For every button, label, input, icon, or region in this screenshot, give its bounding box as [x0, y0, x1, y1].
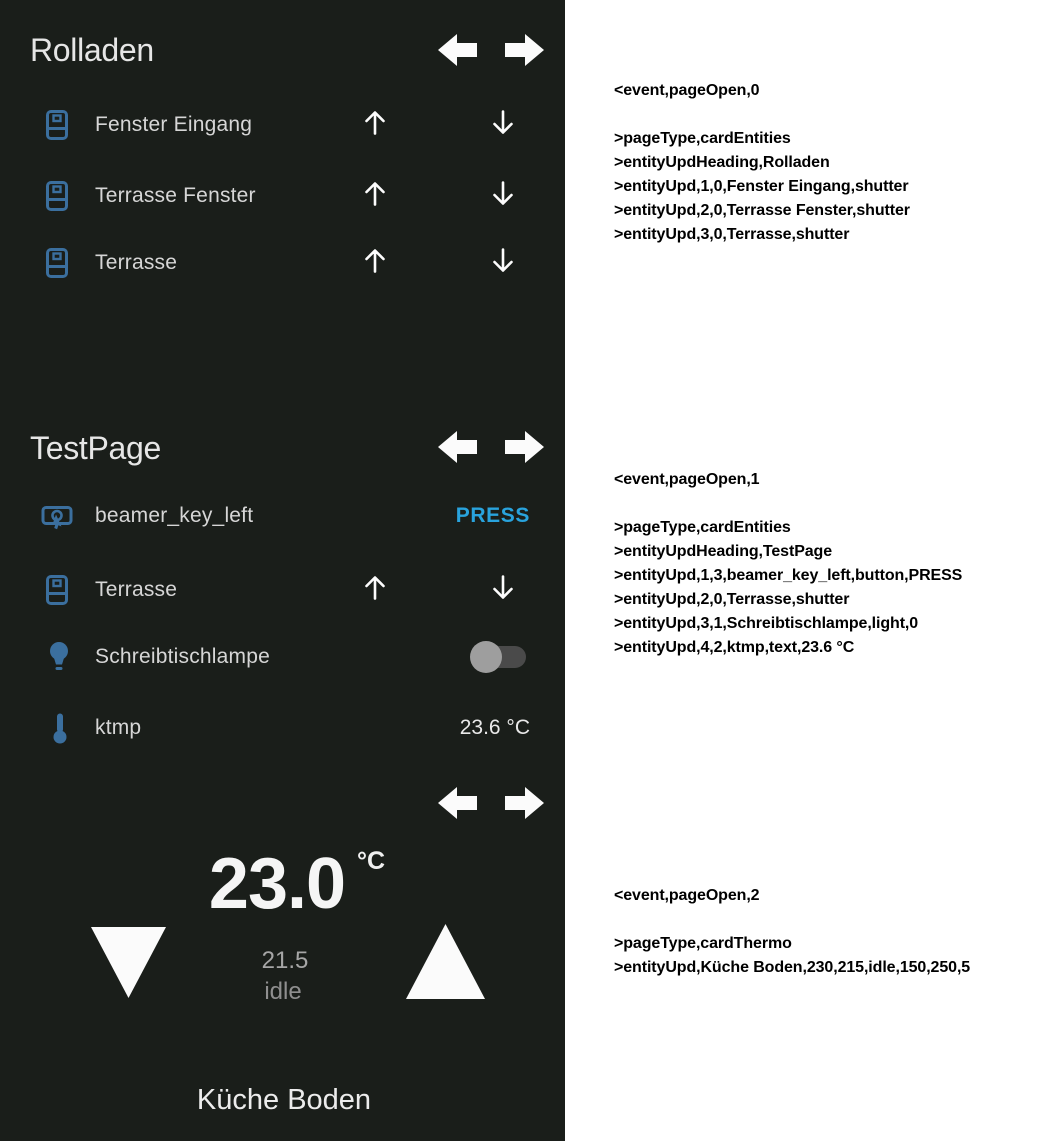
arrow-down-icon — [491, 248, 515, 274]
triangle-down-icon — [89, 925, 168, 1000]
arrow-left-icon — [437, 786, 477, 820]
arrow-left-icon — [437, 430, 477, 464]
triangle-up-icon — [404, 922, 487, 1001]
log-line: >entityUpd,4,2,ktmp,text,23.6 °C — [614, 639, 855, 656]
entity-row — [0, 494, 565, 538]
log-line: <event,pageOpen,0 — [614, 82, 760, 99]
log-line: >entityUpdHeading,TestPage — [614, 543, 833, 560]
nav-next-button[interactable] — [505, 430, 545, 464]
log-blank-line — [614, 908, 1039, 932]
log-line: >entityUpd,1,0,Fenster Eingang,shutter — [614, 178, 909, 195]
gesture-tap-button-icon — [41, 502, 73, 530]
log-line: <event,pageOpen,2 — [614, 887, 760, 904]
arrow-down-icon — [491, 575, 515, 601]
nav-next-button[interactable] — [505, 786, 545, 820]
arrow-right-icon — [505, 786, 545, 820]
entity-label: Terrasse Fenster — [95, 184, 256, 207]
nav-prev-button[interactable] — [437, 33, 477, 67]
temp-unit: °C — [357, 847, 386, 875]
arrow-down-icon — [491, 110, 515, 136]
log-block-page0 — [614, 79, 1039, 247]
log-line: >entityUpd,2,0,Terrasse Fenster,shutter — [614, 202, 910, 219]
arrow-left-icon — [437, 33, 477, 67]
arrow-up-icon — [363, 110, 387, 136]
shutter-down-button[interactable] — [491, 181, 515, 212]
entity-label: Fenster Eingang — [95, 113, 253, 136]
light-toggle[interactable] — [470, 641, 528, 673]
temp-down-button[interactable] — [89, 925, 168, 1005]
page-title: Rolladen — [30, 32, 154, 68]
log-blank-line — [614, 103, 1039, 127]
temp-up-button[interactable] — [404, 922, 487, 1006]
log-line: >entityUpd,Küche Boden,230,215,idle,150,250,5 — [614, 959, 971, 976]
shutter-icon — [46, 575, 68, 605]
arrow-up-icon — [363, 248, 387, 274]
entity-label: Terrasse — [95, 251, 178, 274]
log-line: >entityUpd,3,1,Schreibtischlampe,light,0 — [614, 615, 919, 632]
log-block-page1 — [614, 468, 1039, 660]
thermostat-name: Küche Boden — [196, 1084, 372, 1116]
log-line: <event,pageOpen,1 — [614, 471, 760, 488]
target-temp-value: 21.5 — [261, 947, 309, 974]
nav-prev-button[interactable] — [437, 430, 477, 464]
thermometer-icon — [51, 712, 69, 744]
page-title: TestPage — [30, 430, 162, 466]
nav-prev-button[interactable] — [437, 786, 477, 820]
nav-next-button[interactable] — [505, 33, 545, 67]
arrow-right-icon — [505, 33, 545, 67]
shutter-up-button[interactable] — [363, 575, 387, 606]
current-temp-value: 23.0 — [208, 844, 346, 924]
shutter-up-button[interactable] — [363, 248, 387, 279]
entity-row — [0, 174, 565, 218]
log-line: >pageType,cardEntities — [614, 519, 791, 536]
hvac-state: idle — [264, 978, 302, 1005]
press-button[interactable]: PRESS — [455, 504, 530, 527]
entity-row — [0, 706, 565, 750]
temperature-value: 23.6 °C — [459, 716, 530, 739]
entity-row — [0, 103, 565, 147]
shutter-down-button[interactable] — [491, 110, 515, 141]
shutter-down-button[interactable] — [491, 248, 515, 279]
log-line: >pageType,cardThermo — [614, 935, 792, 952]
log-line: >entityUpdHeading,Rolladen — [614, 154, 830, 171]
lightbulb-icon — [46, 640, 72, 674]
log-line: >entityUpd,2,0,Terrasse,shutter — [614, 591, 850, 608]
arrow-down-icon — [491, 181, 515, 207]
log-line: >entityUpd,1,3,beamer_key_left,button,PRESS — [614, 567, 963, 584]
shutter-up-button[interactable] — [363, 110, 387, 141]
entity-row — [0, 635, 565, 679]
log-block-page2 — [614, 884, 1039, 980]
shutter-icon — [46, 110, 68, 140]
arrow-up-icon — [363, 181, 387, 207]
entity-row — [0, 568, 565, 612]
shutter-up-button[interactable] — [363, 181, 387, 212]
shutter-icon — [46, 248, 68, 278]
entity-label: beamer_key_left — [95, 504, 254, 527]
toggle-knob — [470, 641, 502, 673]
log-line: >entityUpd,3,0,Terrasse,shutter — [614, 226, 850, 243]
entity-row — [0, 241, 565, 285]
entity-label: Terrasse — [95, 578, 178, 601]
arrow-right-icon — [505, 430, 545, 464]
log-line: >pageType,cardEntities — [614, 130, 791, 147]
shutter-down-button[interactable] — [491, 575, 515, 606]
log-blank-line — [614, 492, 1039, 516]
entity-label: Schreibtischlampe — [95, 645, 270, 668]
entity-label: ktmp — [95, 716, 142, 739]
shutter-icon — [46, 181, 68, 211]
arrow-up-icon — [363, 575, 387, 601]
